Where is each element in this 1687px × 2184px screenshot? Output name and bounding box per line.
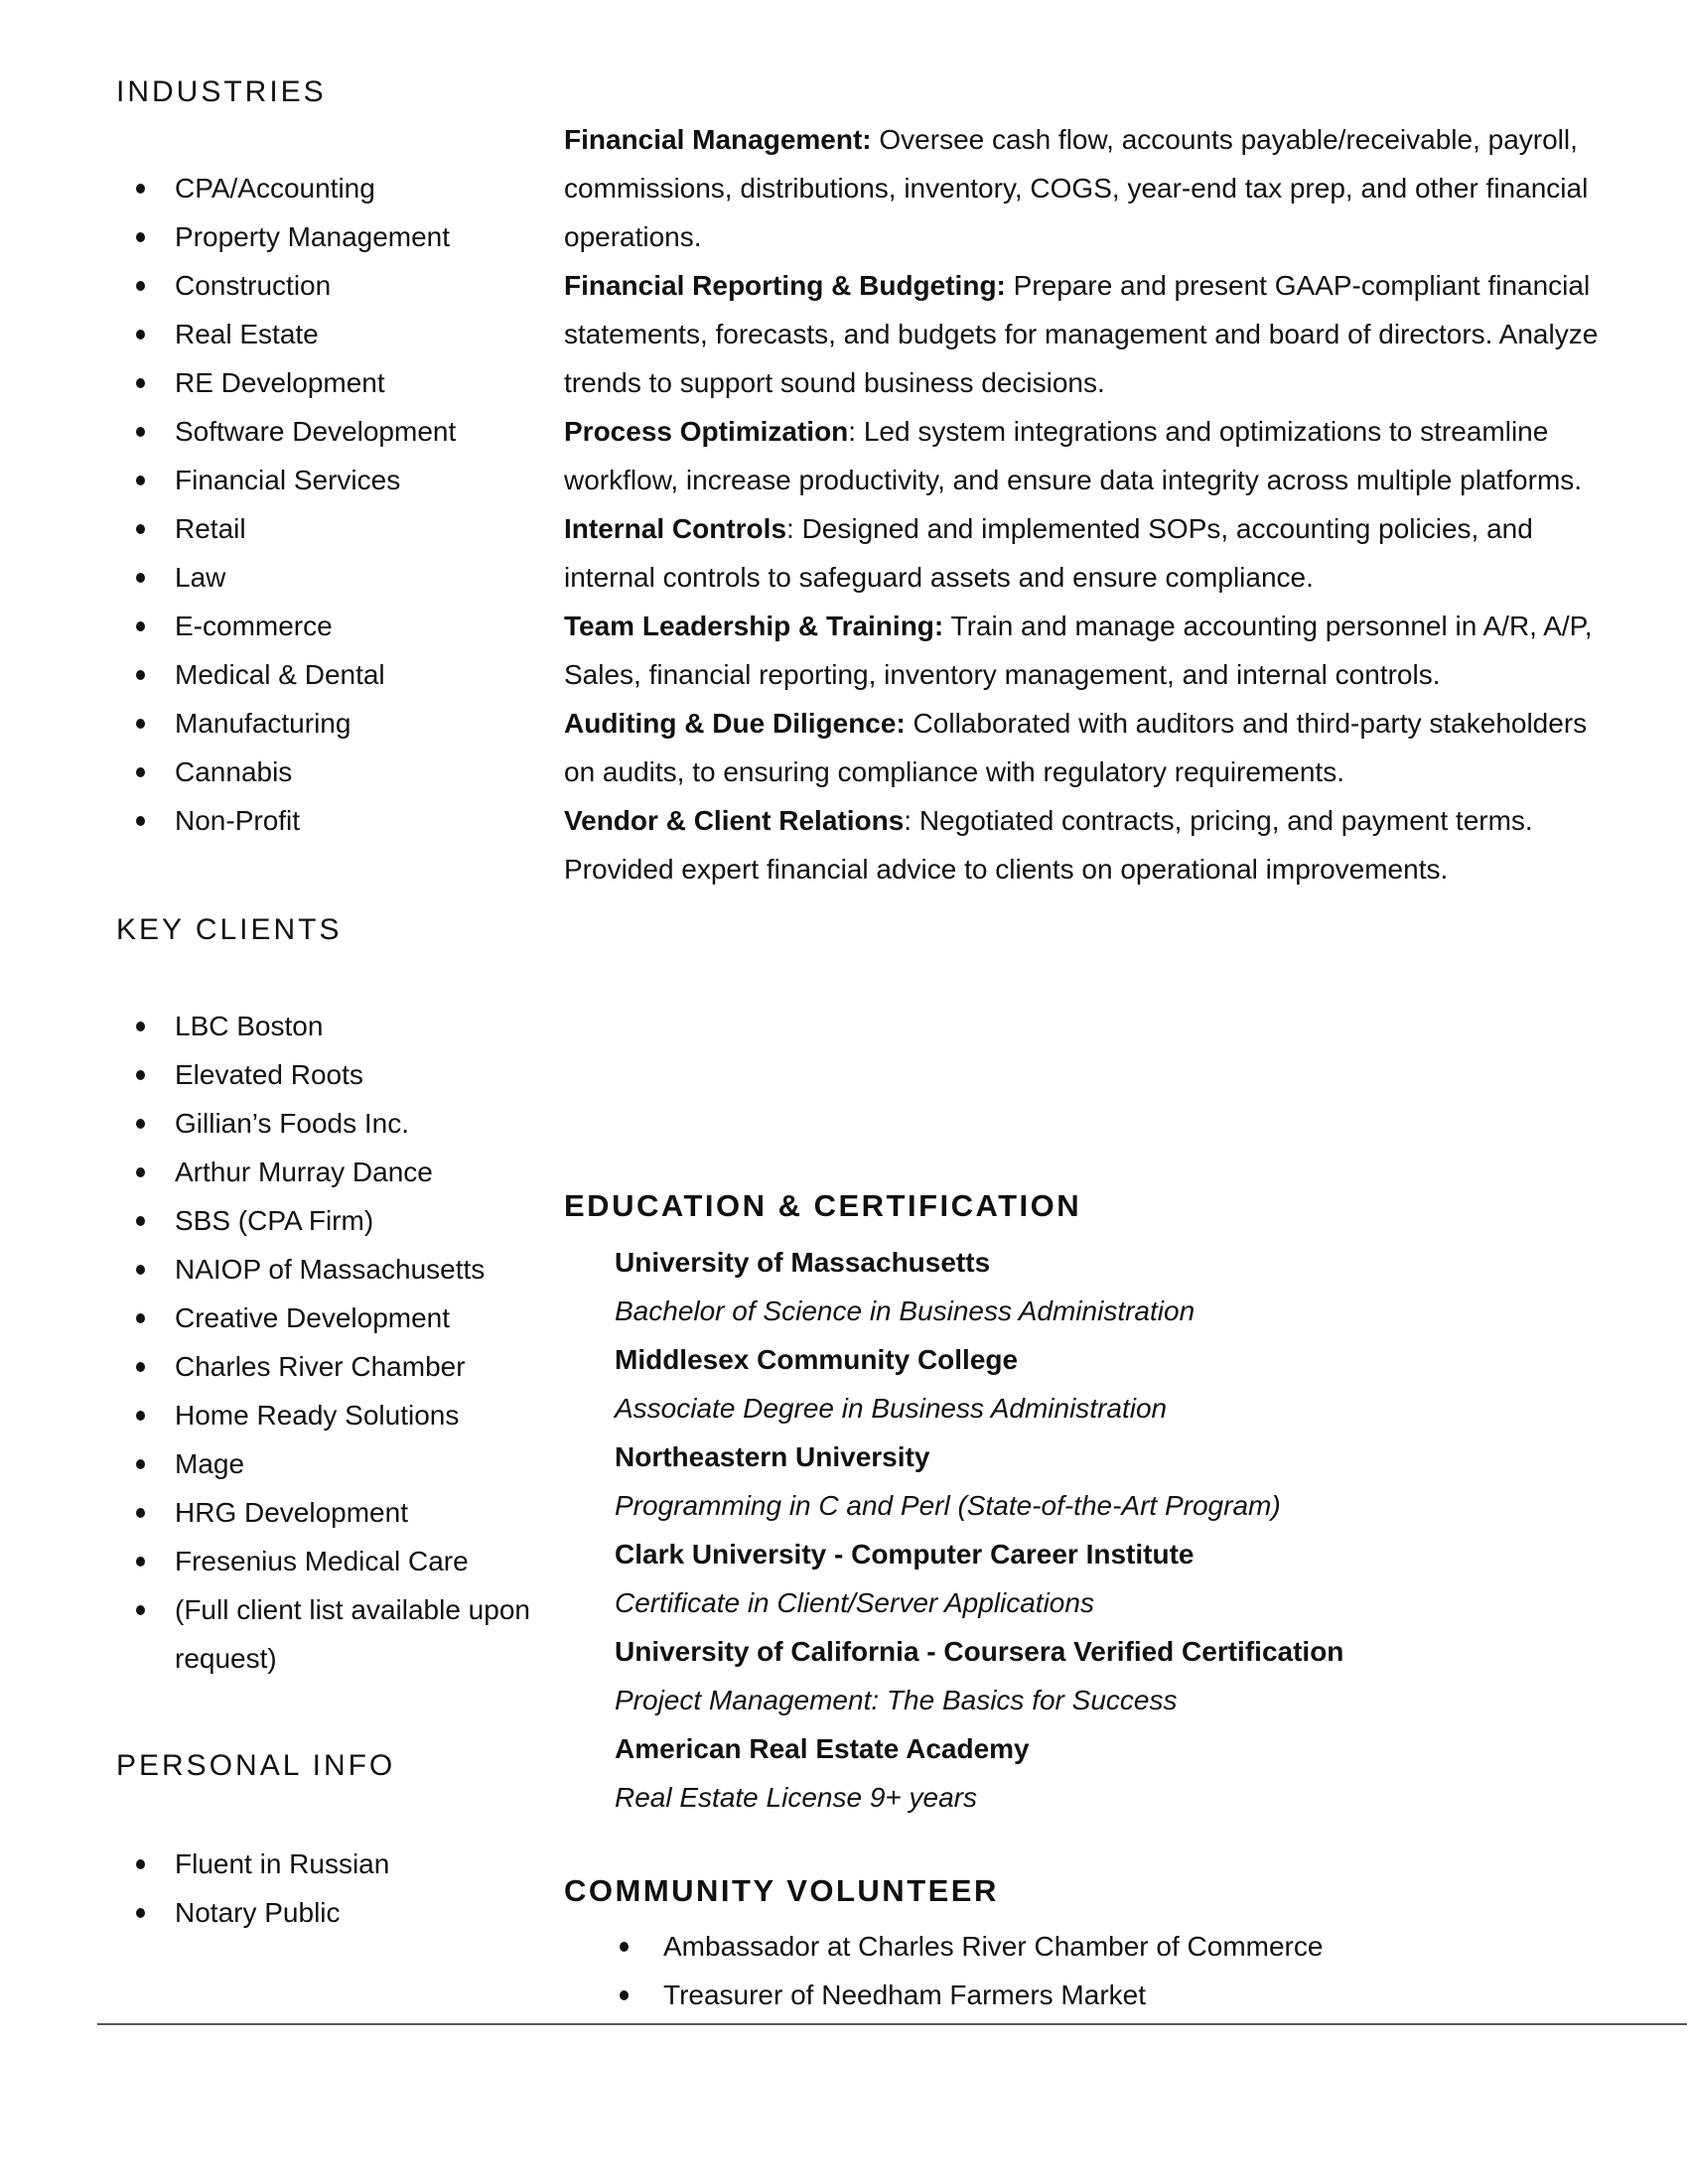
skill-label: Process Optimization bbox=[564, 416, 849, 447]
bullet-icon bbox=[136, 281, 145, 291]
list-item bbox=[116, 1439, 553, 1488]
list-item bbox=[608, 1922, 1323, 1971]
list-item bbox=[116, 650, 553, 699]
skill-text: Train and manage accounting personnel in A/R, A/P, Sales, financial reporting, inventory management, and internal controls. bbox=[564, 611, 1593, 690]
list-item-text: Treasurer of Needham Farmers Market bbox=[663, 1979, 1146, 2010]
list-item-text: Creative Development bbox=[175, 1302, 451, 1333]
school-name: Clark University - Computer Career Institute bbox=[615, 1539, 1195, 1570]
list-item bbox=[116, 1391, 553, 1439]
list-item-text: Elevated Roots bbox=[175, 1059, 363, 1090]
list-item bbox=[116, 1002, 553, 1050]
skill-label: Vendor & Client Relations bbox=[564, 805, 905, 836]
list-item-text: Non-Profit bbox=[175, 805, 301, 836]
degree: Bachelor of Science in Business Administration bbox=[615, 1296, 1195, 1326]
list-item bbox=[116, 748, 553, 796]
industries-list bbox=[116, 164, 553, 845]
bullet-icon bbox=[136, 232, 145, 242]
list-item bbox=[116, 358, 553, 407]
volunteer-list bbox=[608, 1922, 1323, 2019]
list-item-text: E-commerce bbox=[175, 611, 333, 641]
skill-text: Collaborated with auditors and third-party stakeholders on audits, to ensuring compliance with regulatory requirements. bbox=[564, 708, 1588, 787]
key-clients-list bbox=[116, 1002, 553, 1683]
footer-divider bbox=[97, 2023, 1687, 2025]
list-item bbox=[116, 164, 553, 212]
list-item-text: Notary Public bbox=[175, 1897, 341, 1928]
list-item bbox=[116, 1888, 553, 1937]
skill-label: Financial Reporting & Budgeting: bbox=[564, 270, 1006, 301]
list-item-text: Medical & Dental bbox=[175, 659, 385, 690]
bullet-icon bbox=[136, 1605, 145, 1615]
list-item bbox=[116, 1050, 553, 1099]
school-name: University of Massachusetts bbox=[615, 1247, 991, 1278]
list-item-text: Fresenius Medical Care bbox=[175, 1546, 469, 1576]
personal-info-heading: PERSONAL INFO bbox=[116, 1749, 396, 1782]
education-list bbox=[615, 1238, 1343, 1822]
list-item-text: SBS (CPA Firm) bbox=[175, 1205, 374, 1236]
list-item-text: RE Development bbox=[175, 367, 385, 398]
list-item-text: Cannabis bbox=[175, 756, 293, 787]
degree: Real Estate License 9+ years bbox=[615, 1782, 977, 1813]
skill-label: Internal Controls bbox=[564, 513, 787, 544]
list-item bbox=[608, 1971, 1323, 2019]
skill-item bbox=[564, 407, 1618, 504]
list-item bbox=[116, 796, 553, 845]
skill-text: : Designed and implemented SOPs, accounting policies, and internal controls to safeguard assets and ensure compliance. bbox=[564, 513, 1533, 593]
school-name: Middlesex Community College bbox=[615, 1344, 1019, 1375]
bullet-icon bbox=[136, 1265, 145, 1275]
list-item-text: CPA/Accounting bbox=[175, 173, 375, 204]
list-item bbox=[116, 1148, 553, 1196]
list-item bbox=[116, 553, 553, 602]
skill-label: Team Leadership & Training: bbox=[564, 611, 944, 641]
bullet-icon bbox=[620, 1990, 629, 2000]
bullet-icon bbox=[136, 1216, 145, 1226]
list-item-text: Software Development bbox=[175, 416, 457, 447]
list-item bbox=[116, 212, 553, 261]
list-item bbox=[116, 602, 553, 650]
bullet-icon bbox=[136, 1022, 145, 1031]
skill-label: Auditing & Due Diligence: bbox=[564, 708, 906, 739]
list-item-text: Law bbox=[175, 562, 226, 593]
list-item-text: (Full client list available upon request) bbox=[175, 1594, 530, 1674]
bullet-icon bbox=[136, 1119, 145, 1129]
skill-text: Oversee cash flow, accounts payable/receivable, payroll, commissions, distributions, inventory, COGS, year-end tax prep, and other financial operations. bbox=[564, 124, 1589, 252]
skill-text: : Led system integrations and optimizations to streamline workflow, increase productivity, and ensure data integrity across multiple platforms. bbox=[564, 416, 1583, 495]
education-heading: EDUCATION & CERTIFICATION bbox=[564, 1188, 1082, 1223]
skill-item bbox=[564, 261, 1618, 407]
bullet-icon bbox=[136, 184, 145, 194]
skill-item bbox=[564, 504, 1618, 602]
list-item-text: Property Management bbox=[175, 221, 451, 252]
list-item-text: Gillian’s Foods Inc. bbox=[175, 1108, 410, 1139]
bullet-icon bbox=[136, 719, 145, 729]
bullet-icon bbox=[136, 378, 145, 388]
list-item bbox=[116, 310, 553, 358]
skill-item bbox=[564, 796, 1618, 893]
list-item bbox=[116, 1099, 553, 1148]
skills-section bbox=[564, 115, 1618, 893]
degree: Project Management: The Basics for Success bbox=[615, 1685, 1178, 1715]
school-name: American Real Estate Academy bbox=[615, 1733, 1030, 1764]
list-item-text: Construction bbox=[175, 270, 332, 301]
skill-item bbox=[564, 602, 1618, 699]
bullet-icon bbox=[136, 1908, 145, 1918]
list-item bbox=[116, 1196, 553, 1245]
bullet-icon bbox=[136, 1362, 145, 1372]
list-item-text: Financial Services bbox=[175, 465, 401, 495]
skill-label: Financial Management: bbox=[564, 124, 872, 155]
bullet-icon bbox=[136, 573, 145, 583]
list-item-text: Ambassador at Charles River Chamber of Commerce bbox=[663, 1931, 1324, 1962]
bullet-icon bbox=[136, 767, 145, 777]
bullet-icon bbox=[136, 1313, 145, 1323]
bullet-icon bbox=[136, 1859, 145, 1869]
list-item bbox=[116, 456, 553, 504]
degree: Associate Degree in Business Administration bbox=[615, 1393, 1168, 1424]
skill-text: : Negotiated contracts, pricing, and payment terms. Provided expert financial advice to clients on operational improvements. bbox=[564, 805, 1533, 885]
list-item-text: Mage bbox=[175, 1448, 245, 1479]
list-item-text: Fluent in Russian bbox=[175, 1848, 390, 1879]
skill-item bbox=[564, 699, 1618, 796]
list-item bbox=[116, 504, 553, 553]
list-item-text: Retail bbox=[175, 513, 246, 544]
school-name: University of California - Coursera Verified Certification bbox=[615, 1636, 1344, 1667]
list-item bbox=[116, 1840, 553, 1888]
bullet-icon bbox=[136, 1557, 145, 1567]
list-item bbox=[116, 1245, 553, 1294]
list-item bbox=[116, 1342, 553, 1391]
personal-info-list bbox=[116, 1840, 553, 1937]
volunteer-heading: COMMUNITY VOLUNTEER bbox=[564, 1873, 999, 1908]
list-item bbox=[116, 407, 553, 456]
skill-item bbox=[564, 115, 1618, 261]
list-item bbox=[116, 261, 553, 310]
list-item bbox=[116, 1585, 553, 1683]
degree: Certificate in Client/Server Applications bbox=[615, 1587, 1094, 1618]
list-item-text: Charles River Chamber bbox=[175, 1351, 466, 1382]
list-item bbox=[116, 1488, 553, 1537]
bullet-icon bbox=[136, 476, 145, 485]
list-item bbox=[116, 1294, 553, 1342]
industries-heading: INDUSTRIES bbox=[116, 75, 327, 108]
list-item-text: NAIOP of Massachusetts bbox=[175, 1254, 486, 1285]
list-item-text: Real Estate bbox=[175, 319, 319, 349]
bullet-icon bbox=[136, 524, 145, 534]
bullet-icon bbox=[136, 816, 145, 826]
list-item bbox=[116, 699, 553, 748]
key-clients-heading: KEY CLIENTS bbox=[116, 913, 343, 946]
bullet-icon bbox=[136, 1459, 145, 1469]
bullet-icon bbox=[136, 1411, 145, 1421]
school-name: Northeastern University bbox=[615, 1441, 930, 1472]
list-item-text: Manufacturing bbox=[175, 708, 351, 739]
bullet-icon bbox=[136, 1508, 145, 1518]
bullet-icon bbox=[620, 1942, 629, 1952]
bullet-icon bbox=[136, 670, 145, 680]
skill-text: Prepare and present GAAP-compliant financial statements, forecasts, and budgets for management and board of directors. Analyze trends to support sound business decisions. bbox=[564, 270, 1599, 398]
list-item-text: HRG Development bbox=[175, 1497, 408, 1528]
bullet-icon bbox=[136, 621, 145, 631]
bullet-icon bbox=[136, 330, 145, 340]
degree: Programming in C and Perl (State-of-the-Art Program) bbox=[615, 1490, 1281, 1521]
list-item-text: LBC Boston bbox=[175, 1011, 324, 1041]
bullet-icon bbox=[136, 1070, 145, 1080]
list-item-text: Arthur Murray Dance bbox=[175, 1157, 433, 1187]
bullet-icon bbox=[136, 1167, 145, 1177]
bullet-icon bbox=[136, 427, 145, 437]
list-item-text: Home Ready Solutions bbox=[175, 1400, 460, 1431]
list-item bbox=[116, 1537, 553, 1585]
